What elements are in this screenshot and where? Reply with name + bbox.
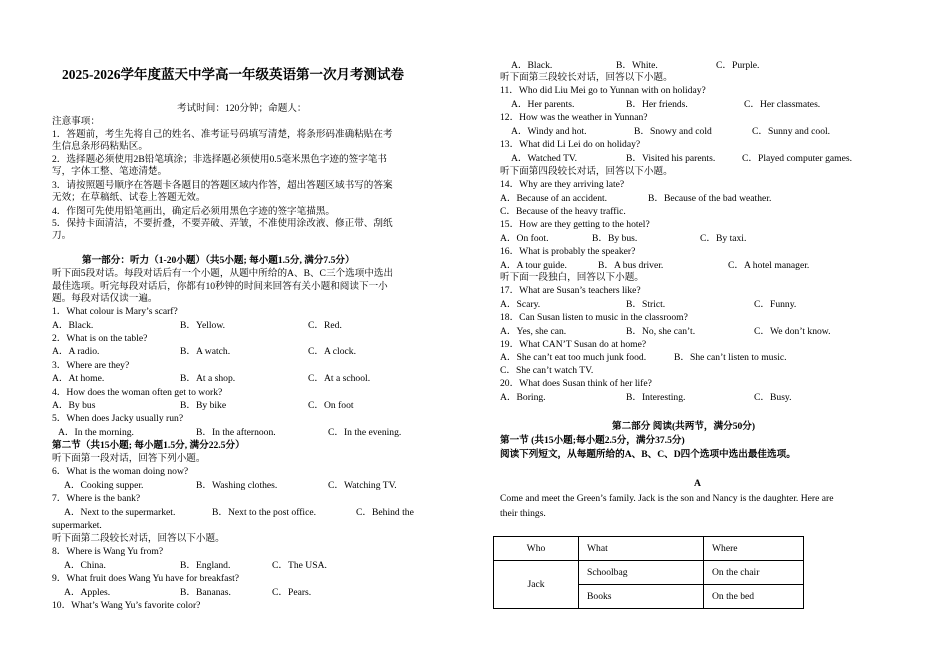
option-a: A．Boring. [500,392,546,403]
question-stem: 8．Where is Wang Yu from? [52,546,164,557]
option-b: B．By bus. [592,233,638,244]
question-stem: 10．What’s Wang Yu’s favorite color? [52,600,201,611]
option-b: B．Visited his parents. [626,153,716,164]
part1-intro-line: 题。每段对话仅读一遍。 [52,293,158,304]
option-b: B．She can’t listen to music. [674,352,787,363]
question-stem: 7．Where is the bank? [52,493,141,504]
option-b: B．At a shop. [180,373,236,384]
note-line: 4．作图可先使用铅笔画出，确定后必须用黑色字迹的签字笔描黑。 [52,206,336,217]
question-stem: 18．Can Susan listen to music in the classroom? [500,312,688,323]
table-cell-what: Books [579,585,704,609]
option-b: B．Yellow. [180,320,226,331]
option-c: C．We don’t know. [754,326,831,337]
things-table [493,536,804,609]
note-line: 5．保持卡面清洁，不要折叠，不要弄破、弄皱，不准使用涂改液、修正带、刮纸 [52,218,393,229]
note-line: 3．请按照题号顺序在答题卡各题目的答题区域内作答，超出答题区域书写的答案 [52,180,393,191]
section2-heading: 第二节（共15小题; 每小题1.5分, 满分22.5分） [52,440,245,451]
option-c: C．A clock. [308,346,356,357]
passage-line: Come and meet the Green’s family. Jack is the son and Nancy is the daughter. Here are [500,493,834,504]
note-line: 生信息条形码粘贴区。 [52,141,148,152]
notes-title: 注意事项： [52,116,100,127]
option-b: B．Her friends. [626,99,688,110]
table-row [494,561,804,585]
part1-intro-line: 最佳选项。听完每段对话后，你都有10秒钟的时间来回答有关小题和阅读下一小 [52,281,388,292]
option-b: B．Snowy and cold [634,126,712,137]
option-b: B．A watch. [180,346,231,357]
option-b: B．In the afternoon. [196,427,276,438]
question-stem: 13．What did Li Lei do on holiday? [500,139,641,150]
section2-intro: 听下面第一段对话，回答下列小题。 [52,453,206,464]
question-stem: 15．How are they getting to the hotel? [500,219,650,230]
option-b: B．Bananas. [180,587,231,598]
table-cell-where: On the bed [704,585,804,609]
option-c: C．Funny. [754,299,797,310]
option-c: C．Watching TV. [328,480,397,491]
note-line: 2．选择题必须使用2B铅笔填涂；非选择题必须使用0.5毫米黑色字迹的签字笔书 [52,154,387,165]
option-b: B．Strict. [626,299,666,310]
option-c: C．The USA. [272,560,327,571]
option-c-continued: supermarket. [52,520,102,531]
option-a: A．A radio. [52,346,100,357]
option-a: A．Apples. [64,587,111,598]
table-header-row [494,537,804,561]
option-a: A．Because of an accident. [500,193,608,204]
option-a: A．Yes, she can. [500,326,567,337]
option-a: A．Next to the supermarket. [64,507,176,518]
dialog-intro: 听下面第三段较长对话，回答以下小题。 [500,72,673,83]
table-header-who: Who [494,537,579,561]
table-cell-who: Jack [494,561,579,609]
question-stem: 4．How does the woman often get to work? [52,387,223,398]
question-stem: 14．Why are they arriving late? [500,179,625,190]
option-c: C．Her classmates. [744,99,821,110]
option-a: A．Black. [52,320,94,331]
part2-heading: 第二部分 阅读(共两节，满分50分) [612,421,756,432]
exam-time-info: 考试时间：120分钟；命题人： [177,103,307,114]
question-stem: 9．What fruit does Wang Yu have for breakfast? [52,573,240,584]
option-c: C．On foot [308,400,354,411]
option-c: C．Because of the heavy traffic. [500,206,626,217]
question-stem: 20．What does Susan think of her life? [500,378,652,389]
note-line: 写，字体工整、笔迹清楚。 [52,166,168,177]
option-c: C．Played computer games. [742,153,853,164]
table-header-what: What [579,537,704,561]
question-stem: 3．Where are they? [52,360,130,371]
table-cell-what: Schoolbag [579,561,704,585]
question-stem: 16．What is probably the speaker? [500,246,636,257]
question-stem: 11．Who did Liu Mei go to Yunnan with on holiday? [500,85,706,96]
option-a: A．In the morning. [58,427,134,438]
option-b: B．Because of the bad weather. [648,193,772,204]
option-b: B．White. [616,60,658,71]
option-c: C．Red. [308,320,342,331]
option-c: C．She can’t watch TV. [500,365,594,376]
passage-line: their things. [500,508,546,519]
option-b: B．Interesting. [626,392,686,403]
option-a: A．She can’t eat too much junk food. [500,352,647,363]
option-b: B．By bike [180,400,227,411]
question-stem: 2．What is on the table? [52,333,148,344]
option-b: B．England. [180,560,231,571]
dialog-intro: 听下面第四段较长对话，回答以下小题。 [500,166,673,177]
option-b: B．A bus driver. [598,260,664,271]
option-c: C．By taxi. [700,233,747,244]
note-line: 刀。 [52,230,72,241]
option-c: C．Pears. [272,587,312,598]
note-line: 1．答题前，考生先将自己的姓名、准考证号码填写清楚，将条形码准确粘贴在考 [52,129,393,140]
option-c: C．In the evening. [328,427,402,438]
option-a: A．Watched TV. [511,153,578,164]
option-a: A．Windy and hot. [511,126,587,137]
question-stem: 17．What are Susan’s teachers like? [500,285,641,296]
option-a: A．On foot. [500,233,549,244]
part1-intro-line: 听下面5段对话。每段对话后有一个小题，从题中所给的A、B、C三个选项中选出 [52,268,394,279]
option-b: B．Next to the post office. [212,507,317,518]
option-a: A．Her parents. [511,99,575,110]
option-a: A．Black. [511,60,553,71]
question-stem: 6．What is the woman doing now? [52,466,189,477]
option-a: A．Cooking supper. [64,480,144,491]
question-stem: 19．What CAN’T Susan do at home? [500,339,647,350]
option-c: C．A hotel manager. [728,260,810,271]
question-stem: 12．How was the weather in Yunnan? [500,112,648,123]
option-a: A．A tour guide. [500,260,567,271]
dialog-intro: 听下面第二段较长对话，回答以下小题。 [52,533,225,544]
table-header-where: Where [704,537,804,561]
table-cell-where: On the chair [704,561,804,585]
option-b: B．Washing clothes. [196,480,278,491]
option-c: C．Busy. [754,392,792,403]
part2-section1-heading: 第一节 (共15小题;每小题2.5分，满分37.5分) [500,435,685,446]
option-a: A．Scary. [500,299,541,310]
option-c: C．Sunny and cool. [752,126,831,137]
option-c: C．Purple. [716,60,760,71]
option-c: C．At a school. [308,373,371,384]
question-stem: 1．What colour is Mary’s scarf? [52,306,178,317]
option-a: A．By bus [52,400,96,411]
option-a: A．At home. [52,373,105,384]
part1-heading: 第一部分：听力（1-20小题）（共5小题; 每小题1.5分, 满分7.5分） [82,255,355,266]
exam-title: 2025-2026学年度蓝天中学高一年级英语第一次月考测试卷 [62,67,404,82]
option-b: B．No, she can’t. [626,326,696,337]
question-stem: 5．When does Jacky usually run? [52,413,184,424]
option-a: A．China. [64,560,106,571]
passage-label: A [694,478,701,489]
monologue-intro: 听下面一段独白，回答以下小题。 [500,272,644,283]
option-c: C．Behind the [356,507,414,518]
note-line: 无效；在草稿纸、试卷上答题无效。 [52,192,206,203]
part2-instruction: 阅读下列短文，从每题所给的A、B、C、D四个选项中选出最佳选项。 [500,449,796,460]
